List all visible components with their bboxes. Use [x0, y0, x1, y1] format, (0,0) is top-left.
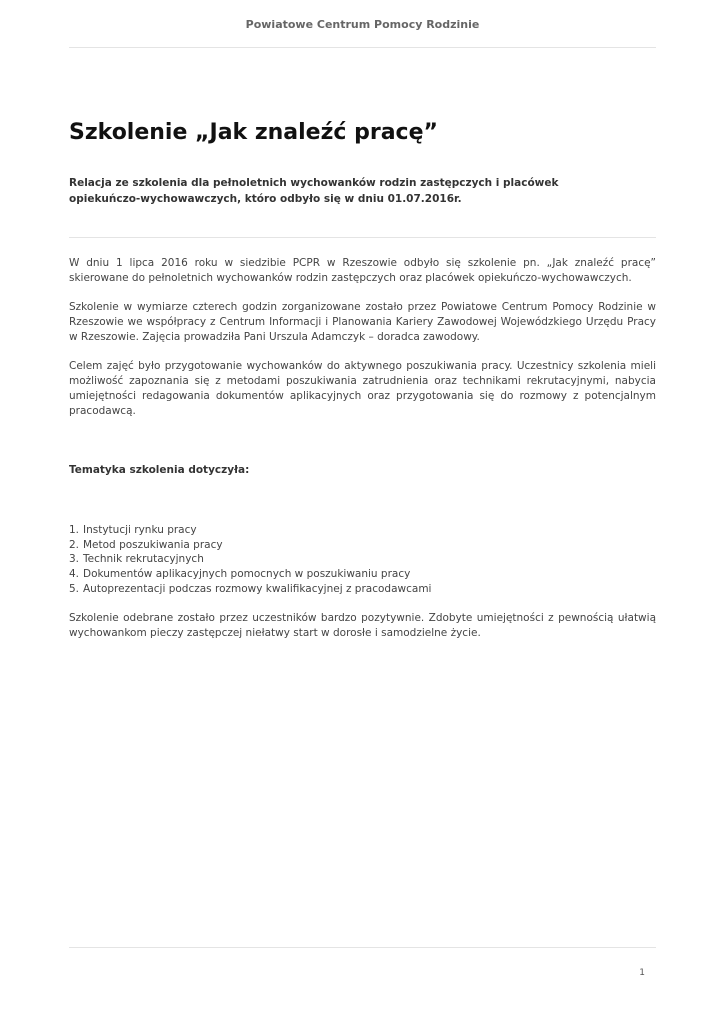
paragraph-organization: Szkolenie w wymiarze czterech godzin zorganizowane zostało przez Powiatowe Centrum Pomocy Rodzinie w Rzeszowie we współpracy z Centrum Informacji i Planowania Kariery Zawodowej Wojewódzkiego Urzędu Pracy w Rzeszowie. Zajęcia prowadziła Pani Urszula Adamczyk – doradca zawodowy.: [69, 301, 656, 343]
list-item: [69, 582, 656, 597]
list-item-text: Technik rekrutacyjnych: [83, 553, 204, 566]
organization-header: Powiatowe Centrum Pomocy Rodzinie: [245, 18, 480, 31]
footer-divider: [69, 947, 656, 948]
article-body: [69, 256, 656, 655]
page-number: 1: [639, 968, 645, 978]
list-item: [69, 523, 656, 538]
list-item-text: Dokumentów aplikacyjnych pomocnych w poszukiwaniu pracy: [83, 568, 411, 581]
topics-heading: Tematyka szkolenia dotyczyła:: [69, 464, 250, 476]
paragraph-goals: Celem zajęć było przygotowanie wychowanków do aktywnego poszukiwania pracy. Uczestnicy szkolenia mieli możliwość zapoznania się z metodami poszukiwania zatrudnienia oraz technikami rekrutacyjnymi, nabycia umiejętności redagowania dokumentów aplikacyjnych oraz przygotowania się do rozmowy z potencjalnym pracodawcą.: [69, 360, 656, 417]
list-item: [69, 538, 656, 553]
list-item: [69, 567, 656, 582]
list-item-number: 5.: [69, 582, 80, 595]
list-item-number: 1.: [69, 524, 80, 536]
list-item-number: 3.: [69, 553, 80, 566]
list-item-text: Metod poszukiwania pracy: [83, 538, 223, 551]
subtitle-divider: [69, 237, 656, 238]
list-item-number: 2.: [69, 538, 80, 551]
list-item-text: Instytucji rynku pracy: [83, 524, 197, 536]
list-item-number: 4.: [69, 568, 80, 581]
topics-list: [69, 523, 656, 597]
list-item-text: Autoprezentacji podczas rozmowy kwalifikacyjnej z pracodawcami: [83, 582, 432, 595]
paragraph-intro: W dniu 1 lipca 2016 roku w siedzibie PCPR w Rzeszowie odbyło się szkolenie pn. „Jak znaleźć pracę” skierowane do pełnoletnich wychowanków rodzin zastępczych oraz placówek opiekuńczo-wychowawczych.: [69, 257, 656, 284]
header-divider: [69, 47, 656, 48]
article-subtitle: Relacja ze szkolenia dla pełnoletnich wychowanków rodzin zastępczych i placówek opiekuńczo-wychowawczych, któro odbyło się w dniu 01.07.2016r.: [69, 177, 559, 205]
paragraph-closing: Szkolenie odebrane zostało przez uczestników bardzo pozytywnie. Zdobyte umiejętności z pewnością ułatwią wychowankom pieczy zastępczej niełatwy start w dorosłe i samodzielne życie.: [69, 611, 656, 639]
list-item: [69, 552, 656, 567]
page-title: Szkolenie „Jak znaleźć pracę”: [69, 120, 438, 145]
